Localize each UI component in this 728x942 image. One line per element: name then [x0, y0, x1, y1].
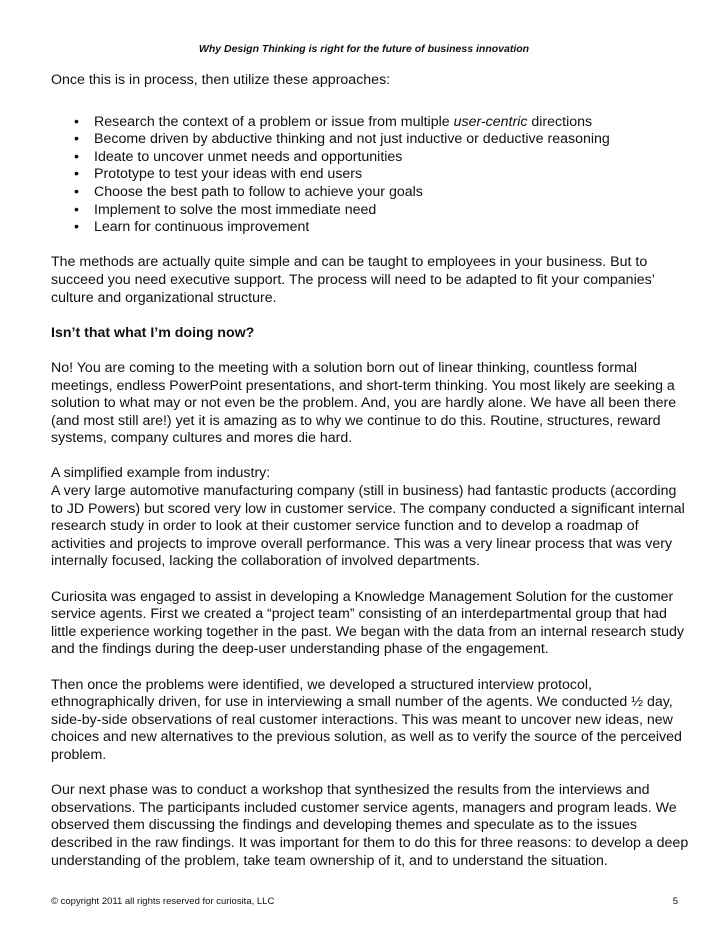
list-item-text: Become driven by abductive thinking and not just inductive or deductive reasoning — [94, 131, 610, 148]
list-item-text: Implement to solve the most immediate need — [94, 201, 377, 218]
list-item — [51, 184, 691, 202]
list-item — [51, 149, 691, 167]
list-item-emphasis: user-centric — [453, 113, 528, 130]
example-text: A very large automotive manufacturing company (still in business) had fantastic products (according to JD Powers) but scored very low in customer service. The company conducted a significant internal research study in order to look at their customer service function and to develop a roadmap of activities and projects to improve overall performance. This was a very linear process that was very internally focused, lacking the collaboration of involved departments. — [51, 483, 685, 570]
list-item-text: Ideate to uncover unmet needs and opportunities — [94, 148, 403, 165]
list-item — [51, 202, 691, 220]
curiosita-paragraph: Curiosita was engaged to assist in developing a Knowledge Management Solution for the customer service agents. First we created a “project team” consisting of an interdepartmental group that had little experience working together in the past. We began with the data from an internal research study and the findings during the deep-user understanding phase of the engagement. — [51, 588, 685, 658]
bullet-icon: • — [74, 219, 79, 236]
bullet-icon: • — [74, 166, 79, 183]
copyright-notice: © copyright 2011 all rights reserved for curiosita, LLC — [51, 896, 275, 907]
list-item-text: Choose the best path to follow to achieve your goals — [94, 183, 423, 200]
approaches-list — [51, 114, 691, 237]
page-number: 5 — [672, 896, 678, 907]
list-item-text: Prototype to test your ideas with end users — [94, 166, 363, 183]
intro-paragraph: Once this is in process, then utilize these approaches: — [51, 72, 391, 88]
example-paragraph — [51, 465, 691, 571]
interview-paragraph: Then once the problems were identified, we developed a structured interview protocol, ethnographically driven, for use in interviewing a small number of the agents. We conducted ½ day, side-by-side observations of real customer interactions. This was meant to uncover new ideas, new choices and new alternatives to the previous solution, as well as to verify the source of the perceived problem. — [51, 676, 682, 763]
section-heading: Isn’t that what I’m doing now? — [51, 324, 255, 341]
list-item — [51, 219, 691, 237]
bullet-icon: • — [74, 148, 79, 165]
list-item — [51, 166, 691, 184]
bullet-icon: • — [74, 131, 79, 148]
bullet-icon: • — [74, 183, 79, 200]
list-item — [51, 131, 691, 149]
list-item-text: Learn for continuous improvement — [94, 219, 310, 236]
workshop-paragraph: Our next phase was to conduct a workshop that synthesized the results from the interviews and observations. The participants included customer service agents, managers and program leads. We observed them discussing the findings and developing themes and speculate as to the issues described in the raw findings. It was important for them to do this for three reasons: to develop a deep understanding of the problem, take team ownership of it, and to understand the situation. — [51, 782, 689, 869]
list-item — [51, 114, 691, 132]
page-body — [51, 72, 691, 888]
list-item-text-end: directions — [527, 113, 593, 130]
answer-paragraph: No! You are coming to the meeting with a solution born out of linear thinking, countless formal meetings, endless PowerPoint presentations, and short-term thinking. You most likely are seeking a solution to what may or not even be the problem. And, you are hardly alone. We have all been there (and most still are!) yet it is amazing as to why we continue to do this. Routine, structures, reward systems, company cultures and mores die hard. — [51, 359, 677, 447]
running-header: Why Design Thinking is right for the future of business innovation — [198, 43, 530, 55]
methods-paragraph: The methods are actually quite simple and can be taught to employees in your business. But to succeed you need executive support. The process will need to be adapted to fit your companies’ culture and organizational structure. — [51, 254, 655, 306]
bullet-icon: • — [74, 201, 79, 218]
example-label: A simplified example from industry: — [51, 465, 271, 482]
bullet-icon: • — [74, 113, 79, 130]
list-item-text: Research the context of a problem or issue from multiple — [94, 113, 454, 130]
